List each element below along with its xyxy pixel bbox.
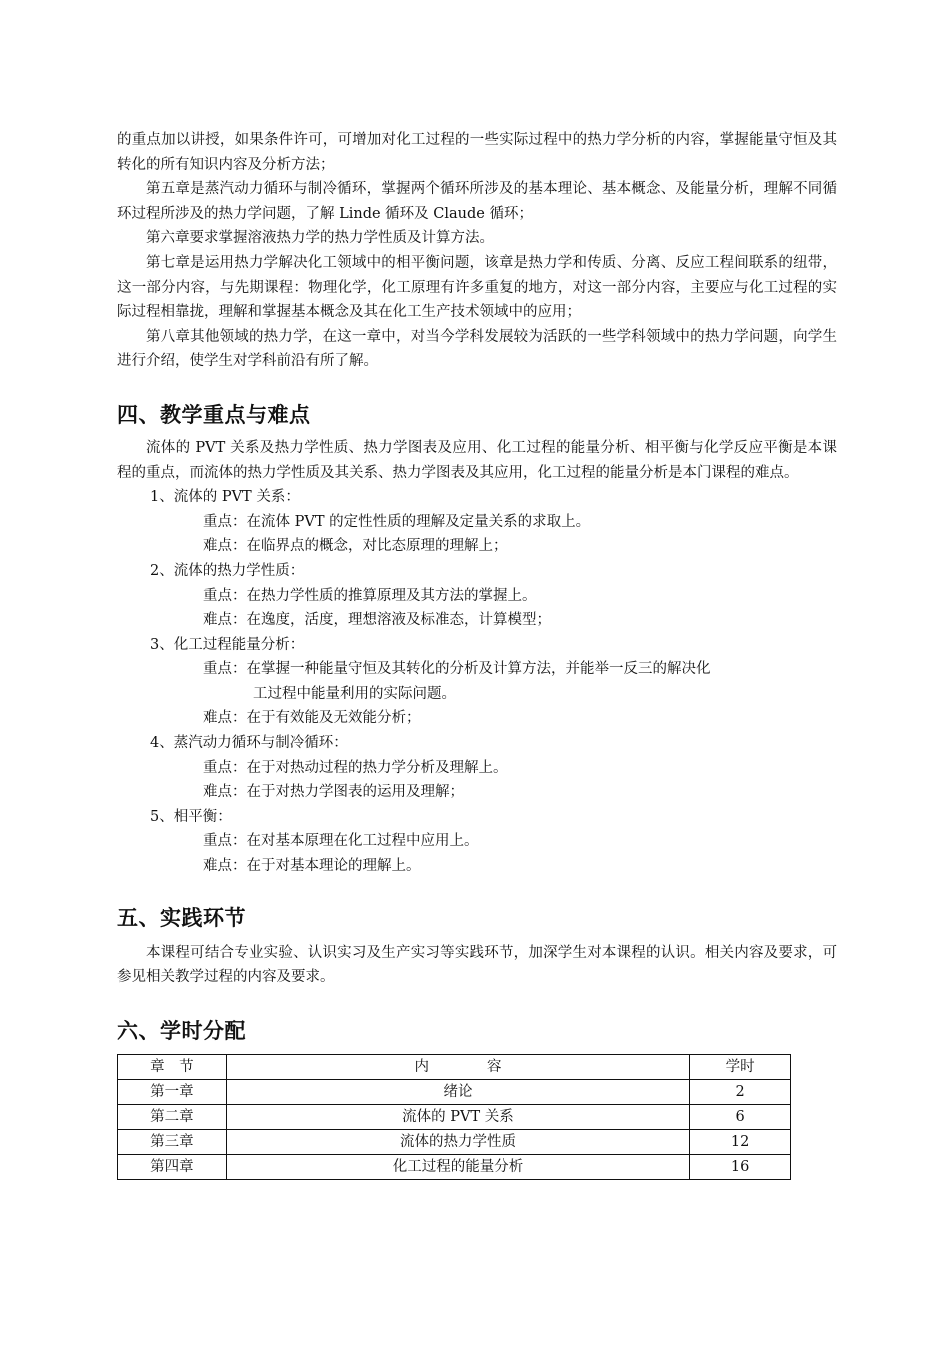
key-point [203, 584, 837, 609]
paragraph-chapter-5: 第五章是蒸汽动力循环与制冷循环，掌握两个循环所涉及的基本理论、基本概念、及能量分析，理解不同循环过程所涉及的热力学问题，了解 Linde 循环及 Claude 循环； [117, 181, 837, 222]
difficult-point: 难点：在逸度，活度，理想溶液及标准态，计算模型； [203, 612, 551, 629]
key-points-list [117, 485, 837, 879]
key-point [203, 510, 837, 535]
difficult-point: 难点：在于对热力学图表的运用及理解； [203, 784, 464, 801]
key-point-continuation: 工过程中能量利用的实际问题。 [253, 685, 456, 702]
cell-content: 流体的热力学性质 [226, 1129, 690, 1154]
list-item-label: 4、蒸汽动力循环与制冷循环： [150, 735, 348, 752]
paragraph-chapter-8: 第八章其他领域的热力学，在这一章中，对当今学科发展较为活跃的一些学科领域中的热力学问题，向学生进行介绍，使学生对学科前沿有所了解。 [117, 328, 837, 370]
key-point-text: 重点：在流体 PVT 的定性性质的理解及定量关系的求取上。 [203, 513, 591, 530]
header-hours: 学时 [690, 1054, 791, 1079]
cell-hours: 16 [690, 1154, 791, 1179]
key-point [203, 657, 837, 706]
table-row [118, 1154, 791, 1179]
table-row [118, 1104, 791, 1129]
paragraph-chapter-7: 第七章是运用热力学解决化工领域中的相平衡问题，该章是热力学和传质、分离、反应工程间联系的纽带，这一部分内容，与先期课程：物理化学，化工原理有许多重复的地方，对这一部分内容，主要应与化工过程的实际过程相靠拢，理解和掌握基本概念及其在化工生产技术领域中的应用； [117, 254, 837, 321]
list-item-label: 5、相平衡： [150, 808, 232, 825]
key-point-text: 重点：在掌握一种能量守恒及其转化的分析及计算方法，并能举一反三的解决化 [203, 661, 711, 678]
difficult-point: 难点：在临界点的概念，对比态原理的理解上； [203, 538, 508, 555]
cell-content: 绪论 [226, 1079, 690, 1104]
list-item [117, 485, 837, 559]
cell-hours: 12 [690, 1129, 791, 1154]
list-item [117, 731, 837, 805]
key-point-text: 重点：在对基本原理在化工过程中应用上。 [203, 833, 479, 850]
section-4-intro: 流体的 PVT 关系及热力学性质、热力学图表及应用、化工过程的能量分析、相平衡与化学反应平衡是本课程的重点，而流体的热力学性质及其关系、热力学图表及其应用，化工过程的能量分析是本门课程的难点。 [117, 439, 837, 481]
list-item-label: 3、化工过程能量分析： [150, 636, 305, 653]
header-content: 内 容 [226, 1054, 690, 1079]
key-point [203, 756, 837, 781]
paragraph-intro-continued: 的重点加以讲授，如果条件许可，可增加对化工过程的一些实际过程中的热力学分析的内容，掌握能量守恒及其转化的所有知识内容及分析方法； [117, 132, 837, 173]
cell-chapter: 第四章 [118, 1154, 227, 1179]
difficult-point: 难点：在于对基本理论的理解上。 [203, 858, 421, 875]
section-4-heading: 四、教学重点与难点 [117, 402, 311, 427]
header-chapter: 章 节 [118, 1054, 227, 1079]
cell-hours: 2 [690, 1079, 791, 1104]
table-row [118, 1079, 791, 1104]
key-point-text: 重点：在于对热动过程的热力学分析及理解上。 [203, 759, 508, 776]
paragraph-chapter-6: 第六章要求掌握溶液热力学的热力学性质及计算方法。 [146, 230, 494, 247]
list-item-label: 2、流体的热力学性质： [150, 562, 305, 579]
list-item [117, 805, 837, 879]
cell-content: 流体的 PVT 关系 [226, 1104, 690, 1129]
list-item [117, 633, 837, 731]
section-6-heading: 六、学时分配 [117, 1018, 246, 1043]
hours-table [117, 1054, 791, 1180]
list-item-label: 1、流体的 PVT 关系： [150, 489, 300, 506]
table-header-row [118, 1054, 791, 1079]
cell-chapter: 第一章 [118, 1079, 227, 1104]
list-item [117, 559, 837, 633]
section-5-text: 本课程可结合专业实验、认识实习及生产实习等实践环节，加深学生对本课程的认识。相关内容及要求，可参见相关教学过程的内容及要求。 [117, 944, 837, 986]
cell-content: 化工过程的能量分析 [226, 1154, 690, 1179]
cell-chapter: 第二章 [118, 1104, 227, 1129]
cell-hours: 6 [690, 1104, 791, 1129]
cell-chapter: 第三章 [118, 1129, 227, 1154]
difficult-point: 难点：在于有效能及无效能分析； [203, 710, 421, 727]
document-page [117, 128, 837, 1180]
table-row [118, 1129, 791, 1154]
key-point-text: 重点：在热力学性质的推算原理及其方法的掌握上。 [203, 587, 537, 604]
section-5-heading: 五、实践环节 [117, 905, 246, 930]
key-point [203, 829, 837, 854]
